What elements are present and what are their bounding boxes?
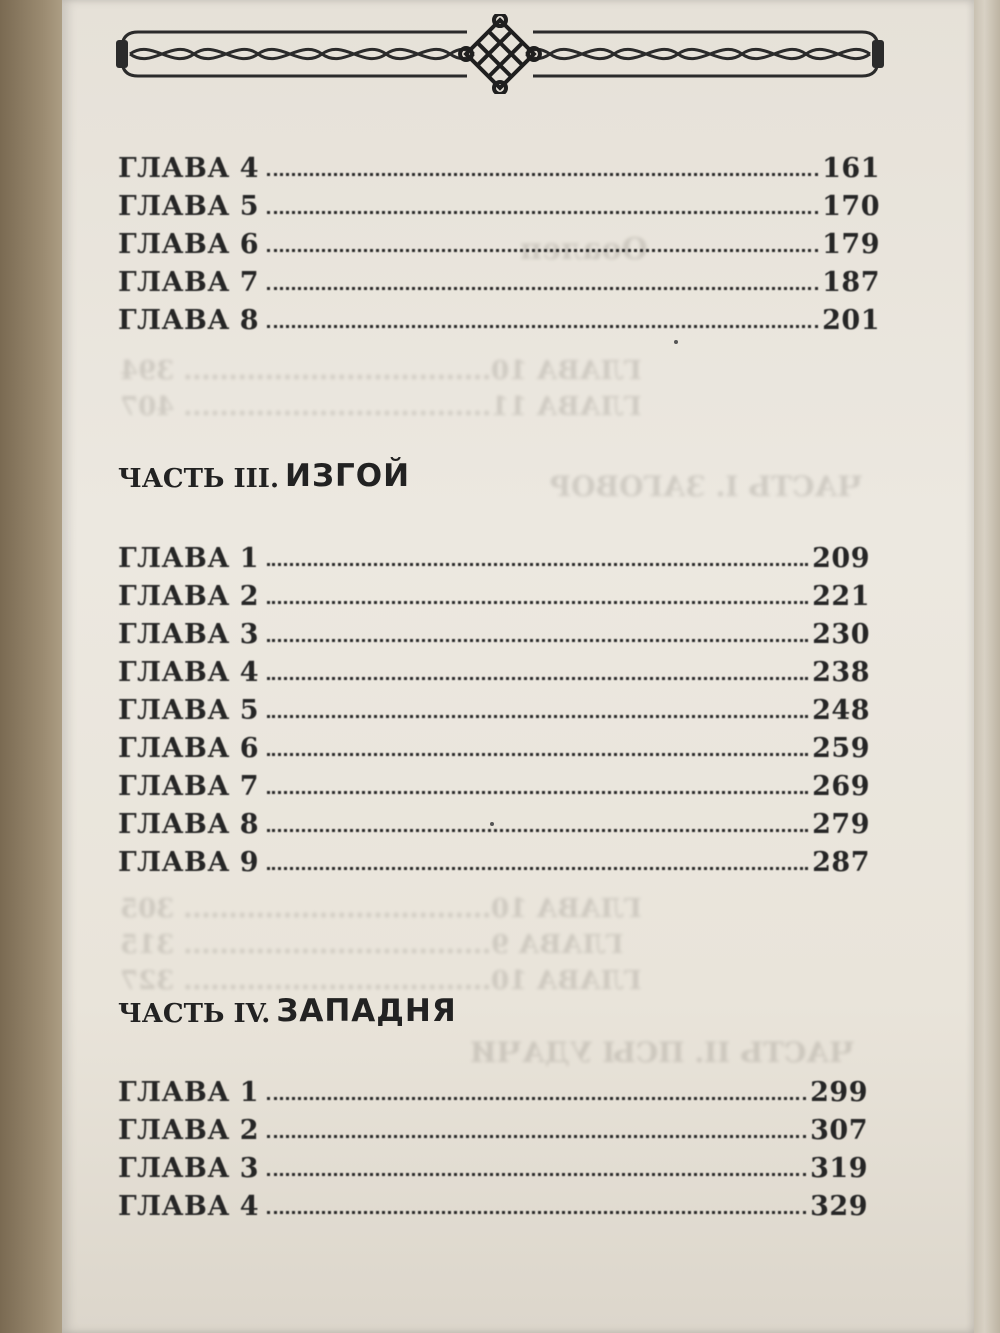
page-number: 248 <box>812 695 870 726</box>
dot-leader <box>267 1173 806 1176</box>
part-number: ЧАСТЬ III. <box>118 464 280 494</box>
bleed-through-text: ЧАСТЬ I. ЗАГОВОР <box>550 470 863 503</box>
page-number: 187 <box>822 267 880 298</box>
dot-leader <box>267 1097 806 1100</box>
chapter-label: ГЛАВА 4 <box>118 1191 260 1222</box>
dot-leader <box>267 677 808 680</box>
toc-entry <box>118 766 870 802</box>
dot-leader <box>267 601 808 604</box>
bleed-through-text: ГЛАВА 10.................................. 394 <box>120 356 642 386</box>
toc-entry <box>118 690 870 726</box>
dot-leader <box>267 715 808 718</box>
chapter-label: ГЛАВА 4 <box>118 153 260 184</box>
toc-entry <box>118 576 870 612</box>
chapter-label: ГЛАВА 7 <box>118 771 260 802</box>
bleed-through-text: ГЛАВА 9.................................. 315 <box>120 930 624 960</box>
toc-entry <box>118 262 880 298</box>
chapter-label: ГЛАВА 5 <box>118 191 260 222</box>
toc-entry <box>118 728 870 764</box>
page-number: 279 <box>812 809 870 840</box>
page-number: 287 <box>812 847 870 878</box>
chapter-label: ГЛАВА 1 <box>118 1077 260 1108</box>
part-heading-3 <box>118 450 410 494</box>
chapter-label: ГЛАВА 3 <box>118 619 260 650</box>
toc-entry <box>118 186 880 222</box>
toc-entry <box>118 1072 868 1108</box>
dot-leader <box>267 287 818 290</box>
toc-entry <box>118 1110 868 1146</box>
chapter-label: ГЛАВА 6 <box>118 229 260 260</box>
chapter-label: ГЛАВА 9 <box>118 847 260 878</box>
dot-leader <box>267 1211 806 1214</box>
chapter-label: ГЛАВА 8 <box>118 809 260 840</box>
dot-leader <box>267 211 818 214</box>
page-number: 259 <box>812 733 870 764</box>
page-number: 221 <box>812 581 870 612</box>
part-number: ЧАСТЬ IV. <box>118 999 271 1029</box>
bleed-through-text: Ооалеп <box>520 232 648 267</box>
page-number: 170 <box>822 191 880 222</box>
page-number: 179 <box>822 229 880 260</box>
toc-entry <box>118 538 870 574</box>
toc-entry <box>118 300 880 336</box>
dot-leader <box>267 1135 806 1138</box>
bleed-through-text: ЧАСТЬ II. ПСЫ УДАЧИ <box>470 1036 855 1069</box>
dot-leader <box>267 753 808 756</box>
toc-entry <box>118 1186 868 1222</box>
toc-entry <box>118 652 870 688</box>
chapter-label: ГЛАВА 4 <box>118 657 260 688</box>
page-number: 230 <box>812 619 870 650</box>
dot-leader <box>267 173 818 176</box>
page-number: 329 <box>810 1191 868 1222</box>
page-number: 161 <box>822 153 880 184</box>
page-number: 269 <box>812 771 870 802</box>
chapter-label: ГЛАВА 2 <box>118 581 260 612</box>
part-title: ИЗГОЙ <box>285 458 411 494</box>
bleed-through-text: ГЛАВА 11.................................. 407 <box>120 392 642 422</box>
dot-leader <box>267 829 808 832</box>
page-number: 299 <box>810 1077 868 1108</box>
page-number: 307 <box>810 1115 868 1146</box>
toc-entry <box>118 842 870 878</box>
toc-entry <box>118 804 870 840</box>
dot-leader <box>267 249 818 252</box>
page-stack-edge <box>974 0 1000 1333</box>
bleed-through-text: ГЛАВА 10.................................. 327 <box>120 966 642 996</box>
toc-entry <box>118 148 880 184</box>
page-number: 319 <box>810 1153 868 1184</box>
dot-leader <box>267 639 808 642</box>
page-number: 209 <box>812 543 870 574</box>
toc-entry <box>118 224 880 260</box>
chapter-label: ГЛАВА 3 <box>118 1153 260 1184</box>
chapter-label: ГЛАВА 2 <box>118 1115 260 1146</box>
chapter-label: ГЛАВА 7 <box>118 267 260 298</box>
page-number: 201 <box>822 305 880 336</box>
chapter-label: ГЛАВА 5 <box>118 695 260 726</box>
chapter-label: ГЛАВА 6 <box>118 733 260 764</box>
book-spine-edge <box>0 0 70 1333</box>
celtic-knot-ornament <box>112 14 888 94</box>
bleed-through-text: ГЛАВА 10.................................. 305 <box>120 894 642 924</box>
dot-leader <box>267 791 808 794</box>
part-heading-4 <box>118 985 457 1029</box>
dot-leader <box>267 563 808 566</box>
chapter-label: ГЛАВА 1 <box>118 543 260 574</box>
dot-leader <box>267 867 808 870</box>
ink-speck <box>674 340 678 344</box>
toc-entry <box>118 614 870 650</box>
dot-leader <box>267 325 818 328</box>
part-title: ЗАПАДНЯ <box>276 993 457 1029</box>
chapter-label: ГЛАВА 8 <box>118 305 260 336</box>
page-number: 238 <box>812 657 870 688</box>
toc-entry <box>118 1148 868 1184</box>
